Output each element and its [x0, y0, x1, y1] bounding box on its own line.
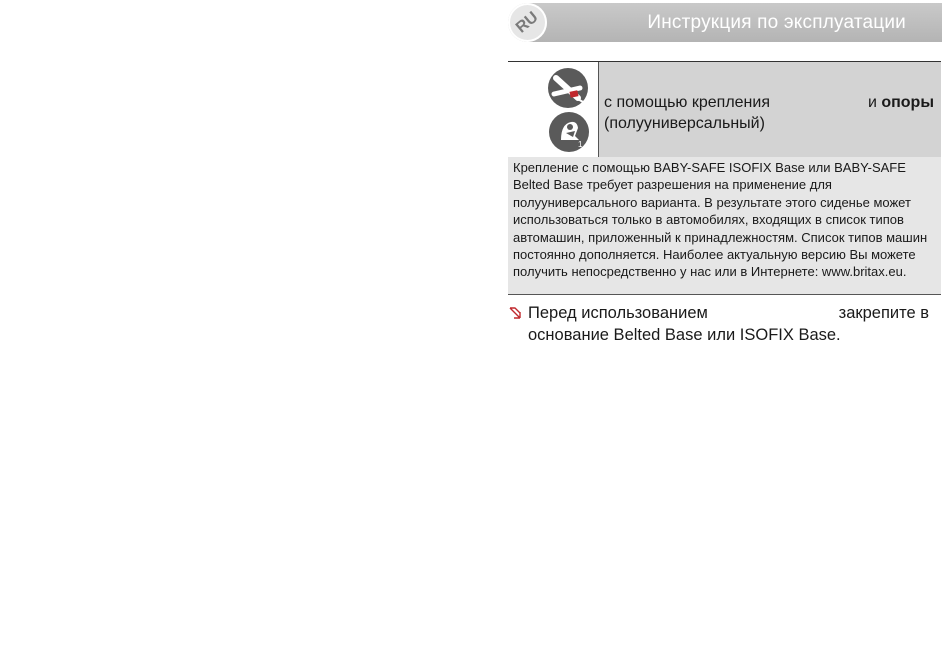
seat-belt-icon	[548, 68, 588, 108]
method-line1-left: с помощью крепления	[604, 94, 770, 111]
language-badge-label: RU	[512, 8, 542, 37]
method-description-panel	[599, 62, 941, 157]
step-arrow-icon	[508, 306, 522, 320]
step-line1-left: Перед использованием	[528, 304, 708, 322]
method-line1-right	[868, 92, 934, 113]
installation-method-section	[508, 61, 941, 158]
info-text: Крепление с помощью BABY-SAFE ISOFIX Base или BABY-SAFE Belted Base требует разрешения на применение для полууниверсального варианта. В результате этого сиденье может использоваться только в автомобилях, входящих в список типов автомашин, приложенный к принадлежностям. Список типов машин постоянно дополняется. Наиболее актуальную версию Вы можете получить непосредственно у нас или в Интернете: www.britax.eu.	[513, 160, 928, 280]
method-line2: (полууниверсальный)	[604, 115, 765, 132]
page-title: Инструкция по эксплуатации	[647, 12, 906, 33]
method-description	[604, 92, 934, 134]
method-line1-bold: опоры	[881, 94, 934, 111]
page-header	[508, 3, 942, 42]
child-seat-icon	[549, 112, 589, 152]
step-line2: основание Belted Base или ISOFIX Base.	[528, 325, 841, 344]
info-box	[508, 157, 941, 295]
step-line1-right: закрепите в	[838, 304, 929, 322]
language-badge	[508, 3, 547, 42]
method-icons	[508, 62, 599, 157]
method-line1-conjunction: и	[867, 94, 882, 111]
step-text	[528, 303, 929, 346]
svg-text:1: 1	[578, 140, 583, 149]
